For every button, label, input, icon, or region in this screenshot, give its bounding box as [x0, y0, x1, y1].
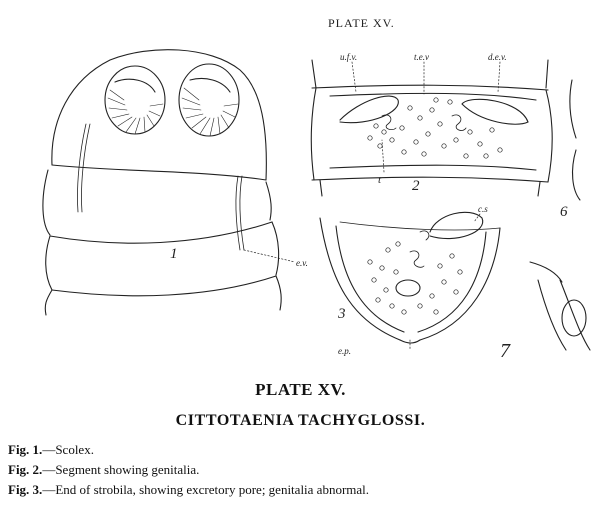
fig3-strobila-end-drawing — [320, 212, 500, 350]
fig3-testes — [368, 242, 462, 314]
label-ufv: u.f.v. — [340, 52, 358, 62]
fig1-number: 1 — [170, 246, 178, 262]
caption-fig1-text: —Scolex. — [42, 442, 94, 457]
fig7-partial-drawing — [530, 262, 590, 350]
species-title: CITTOTAENIA TACHYGLOSSI. — [175, 412, 426, 429]
label-tev: t.e.v — [414, 52, 429, 62]
caption-fig2-text: —Segment showing genitalia. — [42, 462, 200, 477]
caption-fig2-label: Fig. 2. — [8, 462, 43, 477]
caption-fig2 — [8, 460, 369, 480]
fig6-number: 6 — [560, 204, 568, 220]
plate-heading: PLATE XV. — [328, 16, 395, 30]
fig1-scolex-drawing — [43, 50, 295, 315]
caption-fig3-label: Fig. 3. — [8, 482, 43, 497]
fig3-number: 3 — [338, 306, 346, 322]
figure-captions — [8, 440, 369, 500]
caption-fig1-label: Fig. 1. — [8, 442, 43, 457]
fig2-number: 2 — [412, 178, 420, 194]
caption-fig3-text: —End of strobila, showing excretory pore; genitalia abnormal. — [42, 482, 370, 497]
fig7-number: 7 — [500, 340, 510, 362]
label-ev: e.v. — [296, 258, 308, 268]
caption-fig1 — [8, 440, 369, 460]
plate-title: PLATE XV. — [255, 380, 346, 399]
fig2-testes — [368, 98, 502, 158]
label-dev: d.e.v. — [488, 52, 507, 62]
fig6-partial-drawing — [570, 80, 580, 200]
label-cs: c.s — [478, 204, 488, 214]
caption-fig3 — [8, 480, 369, 500]
fig2-segment-drawing — [311, 60, 552, 196]
label-ep: e.p. — [338, 346, 351, 356]
label-t: t — [378, 174, 382, 186]
